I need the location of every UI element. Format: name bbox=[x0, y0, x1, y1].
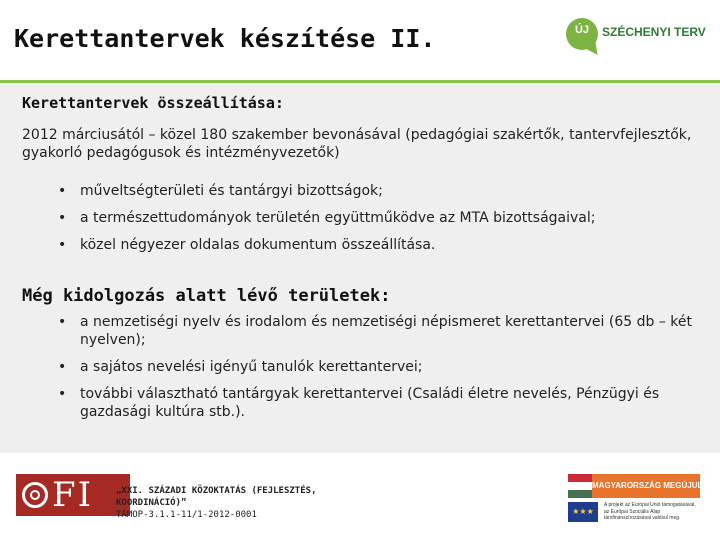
ofi-logo bbox=[16, 474, 130, 516]
logo-badge-text: ÚJ bbox=[574, 24, 590, 36]
eu-support-text: A projekt az Európai Unió támogatásával, az Európai Szociális Alap társfinanszírozásával valósul meg. bbox=[604, 502, 696, 521]
list-item: • a természettudományok területén együttműködve az MTA bizottságaival; bbox=[58, 210, 596, 226]
list-item: • a nemzetiségi nyelv és irodalom és nemzetiségi népismeret kerettantervei (65 db – két nyelven); bbox=[58, 314, 692, 348]
list-item: • közel négyezer oldalas dokumentum összeállítása. bbox=[58, 237, 436, 253]
project-code: TÁMOP-3.1.1-11/1-2012-0001 bbox=[116, 510, 257, 520]
project-title-line2: KOORDINÁCIÓ)” bbox=[116, 498, 187, 508]
list-item: • műveltségterületi és tantárgyi bizottságok; bbox=[58, 183, 383, 199]
project-info bbox=[116, 485, 316, 521]
szechenyi-logo-badge bbox=[566, 18, 598, 50]
slide-title: Kerettantervek készítése II. bbox=[14, 24, 436, 53]
section-paragraph: 2012 márciusától – közel 180 szakember bevonásával (pedagógiai szakértők, tantervfejlesztők, gyakorló pedagógusok és intézményvezetők) bbox=[22, 127, 692, 161]
slide-header bbox=[0, 0, 720, 80]
eu-flag-icon: ★★★ bbox=[568, 502, 598, 522]
ofi-logo-text: FI bbox=[52, 475, 94, 515]
project-title-line1: „XXI. SZÁZADI KÖZOKTATÁS (FEJLESZTÉS, bbox=[116, 486, 317, 496]
list-item: • további választható tantárgyak kerettantervei (Családi életre nevelés, Pénzügyi és gazdasági kultúra stb.). bbox=[58, 386, 660, 420]
bullet-list-1 bbox=[0, 182, 720, 263]
magyarorszag-megujul-logo bbox=[568, 474, 703, 498]
ofi-logo-circle-icon bbox=[22, 482, 48, 508]
bullet-list-2 bbox=[0, 313, 720, 430]
list-item: • a sajátos nevelési igényű tanulók kerettantervei; bbox=[58, 359, 423, 375]
section-heading-2: Még kidolgozás alatt lévő területek: bbox=[22, 286, 391, 306]
mm-banner-text: MAGYARORSZÁG MEGÚJUL bbox=[592, 474, 700, 498]
section-heading-1: Kerettantervek összeállítása: bbox=[22, 94, 284, 112]
hungarian-flag-icon bbox=[568, 474, 592, 498]
szechenyi-logo-text: SZÉCHENYI TERV bbox=[602, 25, 706, 39]
